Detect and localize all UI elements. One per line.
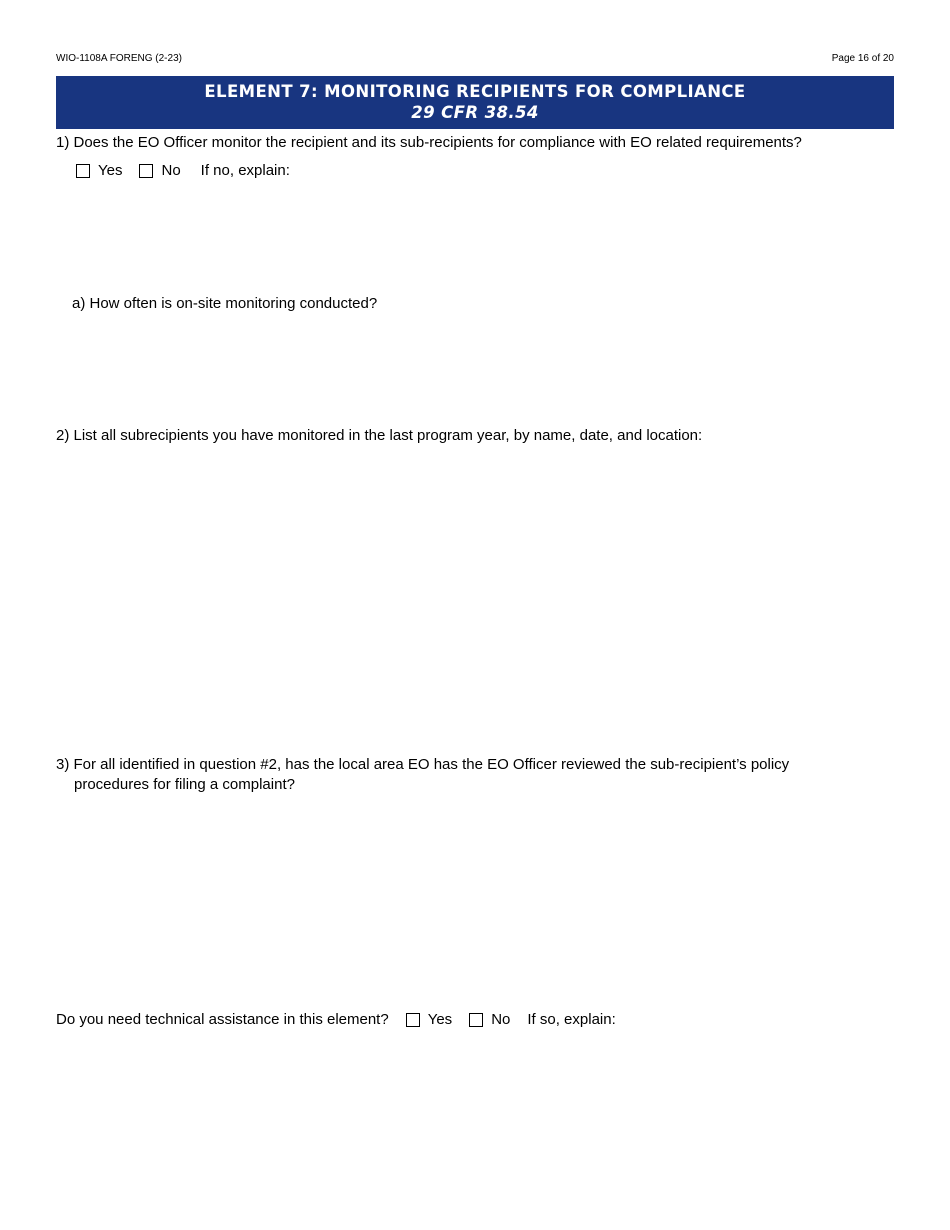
question-1a: a) How often is on-site monitoring conducted? [72, 295, 378, 312]
tech-question: Do you need technical assistance in this element? [56, 1011, 389, 1028]
tech-yes-label: Yes [427, 1011, 453, 1028]
q1-no-label: No [161, 162, 181, 179]
q1-yes-checkbox[interactable] [76, 164, 90, 178]
element-banner [56, 76, 894, 129]
tech-yes-option[interactable] [406, 1010, 452, 1030]
question-2: 2) List all subrecipients you have monitored in the last program year, by name, date, and location: [56, 427, 703, 444]
form-id: WIO-1108A FORENG (2-23) [56, 53, 182, 64]
q1-no-option[interactable] [139, 161, 180, 181]
technical-assistance-row [56, 1010, 616, 1030]
q1-yes-label: Yes [98, 162, 123, 179]
tech-no-checkbox[interactable] [469, 1013, 483, 1027]
tech-explain-label: If so, explain: [527, 1011, 616, 1028]
question-1-options [76, 161, 290, 181]
tech-yes-checkbox[interactable] [406, 1013, 420, 1027]
q1-yes-option[interactable] [76, 161, 122, 181]
tech-no-label: No [491, 1011, 511, 1028]
banner-citation: 29 CFR 38.54 [411, 103, 539, 122]
question-1: 1) Does the EO Officer monitor the recipient and its sub-recipients for compliance with EO related requirements? [56, 134, 802, 151]
q1-no-checkbox[interactable] [139, 164, 153, 178]
question-3-line-1: 3) For all identified in question #2, has the local area EO has the EO Officer reviewed the sub-recipient’s policy [56, 756, 790, 773]
question-3-line-2: procedures for filing a complaint? [74, 776, 295, 793]
page-number: Page 16 of 20 [831, 53, 894, 64]
tech-no-option[interactable] [469, 1010, 510, 1030]
banner-title: ELEMENT 7: MONITORING RECIPIENTS FOR COMPLIANCE [204, 82, 746, 101]
question-3 [56, 755, 789, 795]
q1-explain-label: If no, explain: [200, 162, 290, 179]
